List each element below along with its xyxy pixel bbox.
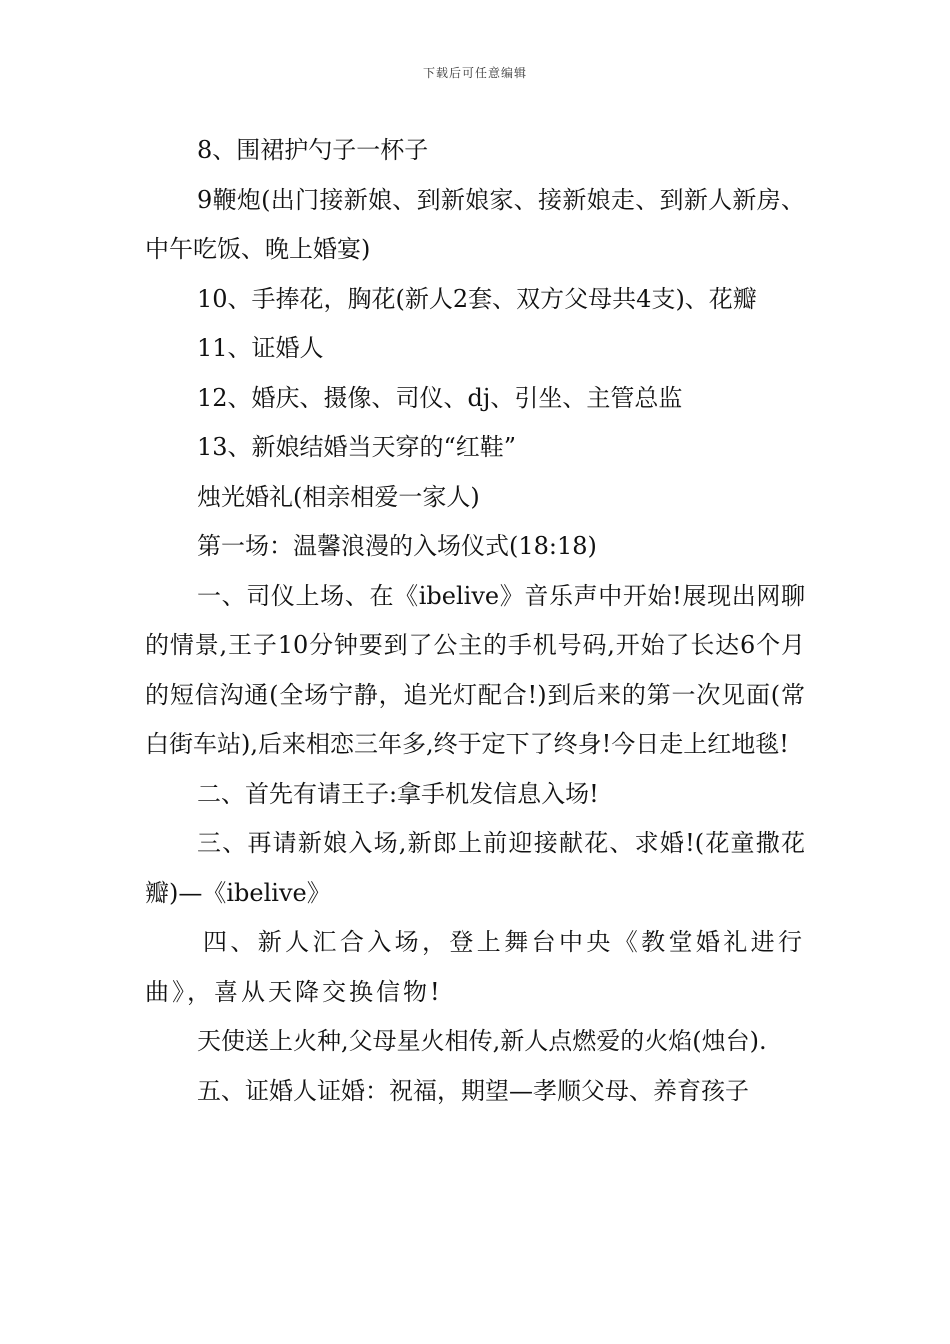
- section-title: 烛光婚礼(相亲相爱一家人): [197, 482, 480, 511]
- page-header: 下载后可任意编辑: [422, 66, 527, 80]
- paragraph-item-8: 8、围裙护勺子一杯子: [197, 136, 429, 164]
- paragraph-item-10: 10、手捧花，胸花(新人2套、双方父母共4支)、花瓣: [197, 284, 757, 313]
- paragraph-step-4: 四、新人汇合入场，登上舞台中央《教堂婚礼进行曲》，喜从天降交换信物!: [145, 928, 805, 1006]
- paragraph-step-3: 三、再请新娘入场,新郎上前迎接献花、求婚!(花童撒花瓣)—《ibelive》: [145, 829, 805, 907]
- paragraph-step-1: 一、司仪上场、在《ibelive》音乐声中开始!展现出网聊的情景,王子10分钟要到了公主的手机号码,开始了长达6个月的短信沟通(全场宁静，追光灯配合!)到后来的第一次见面(常白街车站),后来相恋三年多,终于定下了终身!今日走上红地毯!: [145, 581, 805, 758]
- paragraph-step-2: 二、首先有请王子:拿手机发信息入场!: [197, 779, 599, 808]
- paragraph-item-11: 11、证婚人: [197, 334, 324, 362]
- paragraph-item-12: 12、婚庆、摄像、司仪、dj、引坐、主管总监: [197, 383, 683, 412]
- paragraph-item-9: 9鞭炮(出门接新娘、到新娘家、接新娘走、到新人新房、中午吃饭、晚上婚宴): [145, 185, 805, 263]
- scene-heading: 第一场：温馨浪漫的入场仪式(18:18): [197, 532, 597, 560]
- paragraph-item-13: 13、新娘结婚当天穿的“红鞋”: [197, 433, 517, 461]
- document-body: [145, 126, 805, 1116]
- paragraph-step-5: 五、证婚人证婚：祝福，期望—孝顺父母、养育孩子: [197, 1076, 749, 1105]
- paragraph-candle: 天使送上火种,父母星火相传,新人点燃爱的火焰(烛台).: [197, 1027, 767, 1055]
